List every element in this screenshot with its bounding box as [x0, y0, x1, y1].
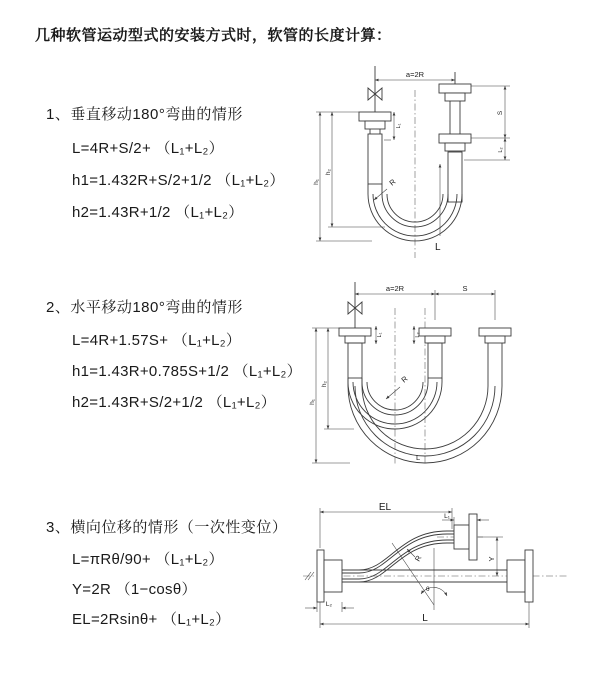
left-hose-end — [359, 112, 391, 184]
formula: EL=2Rsinθ+ （L₁+L₂） — [72, 611, 231, 628]
dim-label-h1: h₁ — [309, 399, 316, 405]
dim-label-s: S — [462, 284, 468, 293]
radius-label: R — [387, 177, 398, 188]
dim-label-el: EL — [378, 502, 392, 513]
formula: L=πRθ/90+ （L₁+L₂） — [72, 551, 224, 568]
formula: Y=2R （1−cosθ） — [72, 581, 197, 598]
dim-label-l1: L₁ — [444, 513, 450, 520]
dim-label-h1: h₁ — [313, 179, 320, 185]
right-hose-end — [439, 84, 471, 202]
displaced-hose — [342, 514, 477, 582]
left-flange — [317, 550, 342, 602]
section-1-heading: 1、垂直移动180°弯曲的情形 — [46, 106, 243, 123]
dimensions — [309, 284, 495, 463]
formula: h2=1.43R+1/2 （L₁+L₂） — [72, 204, 244, 221]
dimensions — [313, 70, 510, 253]
diagram-lateral-svg — [297, 500, 600, 642]
construction-lines — [392, 543, 447, 610]
dim-label-l2: L₂ — [415, 332, 421, 338]
centerlines — [355, 282, 495, 466]
document-title: 几种软管运动型式的安装方式时，软管的长度计算： — [35, 27, 392, 44]
length-label: L — [435, 242, 441, 253]
dim-label-l: L — [422, 613, 428, 624]
centerlines — [375, 66, 455, 258]
dim-label-s: S — [497, 110, 504, 116]
dim-label-h2: h₂ — [325, 168, 332, 176]
diagram-horizontal-180-svg — [308, 280, 595, 470]
formula: h2=1.43R+S/2+1/2 （L₁+L₂） — [72, 394, 277, 411]
diagram-horizontal-180 — [308, 280, 595, 475]
length-label: L — [416, 453, 421, 462]
formula: h1=1.43R+0.785S+1/2 （L₁+L₂） — [72, 363, 302, 380]
formula: h1=1.432R+S/2+1/2 （L₁+L₂） — [72, 172, 285, 189]
dim-label-l1: L₁ — [377, 332, 383, 338]
diagram-vertical-180 — [308, 64, 595, 269]
radius-label: R — [412, 553, 424, 563]
diagram-vertical-180-svg — [308, 64, 595, 264]
dim-label-l1: L₁ — [396, 123, 402, 129]
radius-label: R — [399, 374, 410, 385]
section-2-heading: 2、水平移动180°弯曲的情形 — [46, 299, 243, 316]
formula: L=4R+S/2+ （L₁+L₂） — [72, 140, 224, 157]
angle-label: θ — [426, 586, 430, 593]
section-3-heading: 3、横向位移的情形（一次性变位） — [46, 519, 288, 536]
dim-label-a2r: a=2R — [385, 284, 405, 293]
dim-label-l2: L₂ — [498, 147, 504, 153]
diagram-lateral — [297, 500, 600, 647]
dim-label-y: Y — [487, 556, 496, 562]
dim-label-l2: L₂ — [325, 601, 333, 608]
dim-label-h2: h₂ — [321, 380, 328, 388]
formula: L=4R+1.57S+ （L₁+L₂） — [72, 332, 242, 349]
dim-label-a2r: a=2R — [405, 70, 425, 79]
